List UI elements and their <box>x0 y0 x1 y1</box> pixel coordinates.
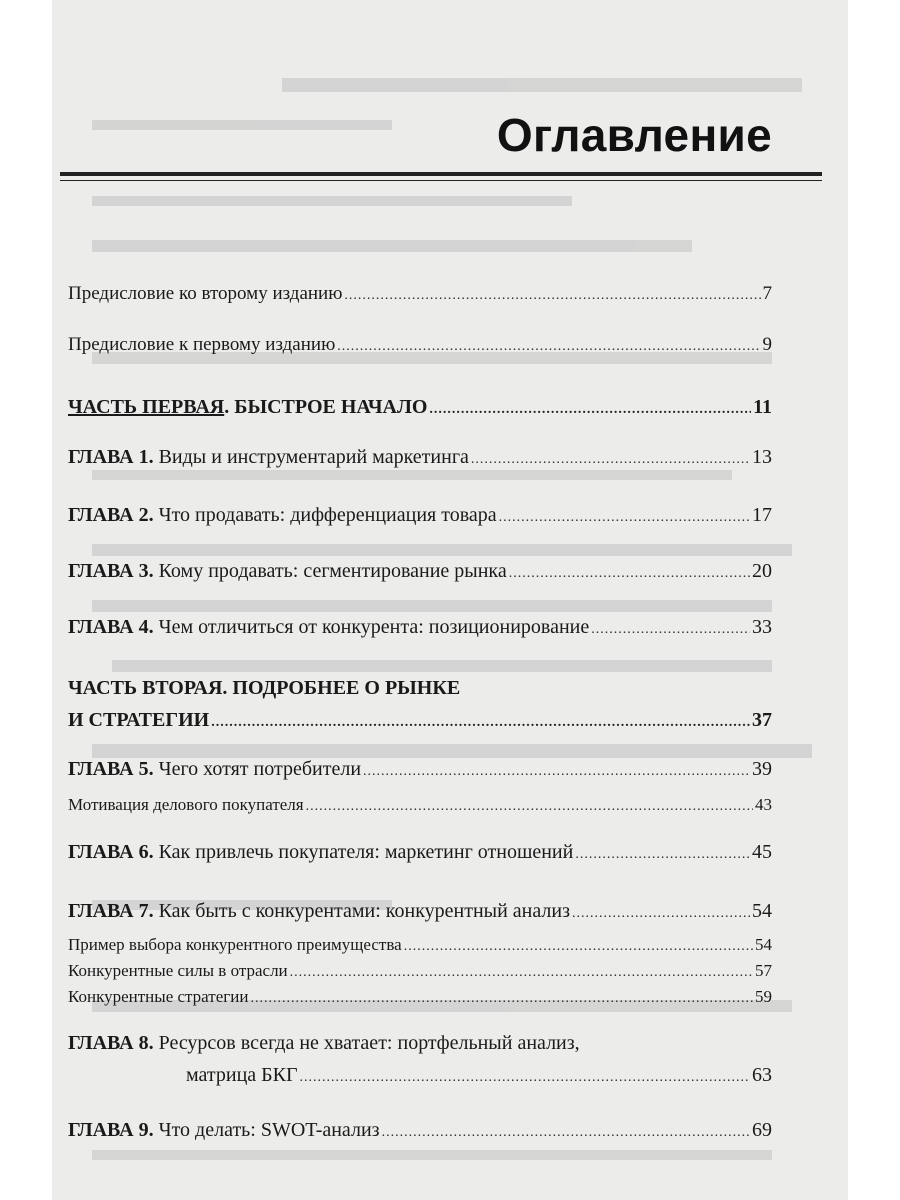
title-rule-thin <box>60 180 822 181</box>
part-label: ЧАСТЬ ВТОРАЯ <box>68 677 223 699</box>
page-number: 37 <box>752 709 772 731</box>
leader-dots <box>211 711 750 735</box>
chapter-label: ГЛАВА 7. <box>68 900 154 922</box>
entry-title: Пример выбора конкурентного преимущества <box>68 935 402 954</box>
toc-part-entry <box>68 395 772 422</box>
page-number: 9 <box>762 334 772 355</box>
leader-dots <box>429 398 751 422</box>
toc-subentry <box>68 959 772 985</box>
toc-chapter-entry <box>68 1118 772 1145</box>
chapter-label: ГЛАВА 2. <box>68 504 154 526</box>
page-number: 54 <box>755 935 772 954</box>
leader-dots <box>250 987 753 1011</box>
page-number: 69 <box>752 1119 772 1141</box>
leader-dots <box>306 795 753 819</box>
toc-chapter-entry <box>68 503 772 530</box>
page-number: 59 <box>755 987 772 1006</box>
page-number: 57 <box>755 961 772 980</box>
toc-part-entry-line1 <box>68 677 460 700</box>
leader-dots <box>499 506 750 530</box>
toc-part-entry-line2 <box>68 708 772 735</box>
entry-title: Как быть с конкурентами: конкурентный анализ <box>158 900 571 922</box>
toc-chapter-entry <box>68 840 772 867</box>
page-number: 54 <box>752 900 772 922</box>
entry-title-continued: матрица БКГ <box>186 1064 298 1086</box>
leader-dots <box>509 562 750 586</box>
entry-title: Как привлечь покупателя: маркетинг отношений <box>158 841 574 863</box>
entry-title: Конкурентные силы в отрасли <box>68 961 288 980</box>
entry-title: . ПОДРОБНЕЕ О РЫНКЕ <box>222 677 461 699</box>
entry-title: Предисловие к первому изданию <box>68 334 336 355</box>
page-number: 63 <box>752 1064 772 1086</box>
leader-dots <box>344 284 760 308</box>
leader-dots <box>575 843 750 867</box>
leader-dots <box>404 935 753 959</box>
chapter-label: ГЛАВА 8. <box>68 1032 154 1054</box>
page-number: 13 <box>752 446 772 468</box>
page-number: 11 <box>753 396 772 418</box>
entry-title: . БЫСТРОЕ НАЧАЛО <box>224 396 428 418</box>
chapter-label: ГЛАВА 5. <box>68 758 154 780</box>
chapter-label: ГЛАВА 1. <box>68 446 154 468</box>
leader-dots <box>591 618 750 642</box>
toc-subentry <box>68 933 772 959</box>
toc-chapter-entry <box>68 899 772 926</box>
leader-dots <box>290 961 753 985</box>
leader-dots <box>337 335 760 359</box>
toc-entry <box>68 282 772 308</box>
entry-title: Что продавать: дифференциация товара <box>158 504 497 526</box>
entry-title: Мотивация делового покупателя <box>68 795 304 814</box>
entry-title: Виды и инструментарий маркетинга <box>158 446 469 468</box>
entry-title: Ресурсов всегда не хватает: портфельный анализ, <box>158 1032 580 1054</box>
title-rule-thick <box>60 172 822 176</box>
toc-entry <box>68 333 772 359</box>
toc-chapter-entry <box>68 445 772 472</box>
entry-title: Кому продавать: сегментирование рынка <box>158 560 507 582</box>
toc-chapter-entry <box>68 559 772 586</box>
toc-chapter-entry-line1 <box>68 1032 580 1055</box>
page-number: 7 <box>762 283 772 304</box>
leader-dots <box>471 448 750 472</box>
chapter-label: ГЛАВА 9. <box>68 1119 154 1141</box>
page-number: 43 <box>755 795 772 814</box>
chapter-label: ГЛАВА 3. <box>68 560 154 582</box>
leader-dots <box>363 760 750 784</box>
part-label: ЧАСТЬ ПЕРВАЯ <box>68 396 225 418</box>
page-number: 39 <box>752 758 772 780</box>
entry-title: Чего хотят потребители <box>158 758 362 780</box>
leader-dots <box>300 1066 750 1090</box>
page-number: 17 <box>752 504 772 526</box>
entry-title-continued: И СТРАТЕГИИ <box>68 709 210 731</box>
toc-chapter-entry <box>68 615 772 642</box>
page-number: 20 <box>752 560 772 582</box>
page-number: 45 <box>752 841 772 863</box>
entry-title: Предисловие ко второму изданию <box>68 283 343 304</box>
chapter-label: ГЛАВА 6. <box>68 841 154 863</box>
chapter-label: ГЛАВА 4. <box>68 616 154 638</box>
entry-title: Что делать: SWOT-анализ <box>158 1119 380 1141</box>
toc-chapter-entry-line2 <box>186 1063 772 1090</box>
toc-subentry <box>68 793 772 819</box>
leader-dots <box>382 1121 750 1145</box>
book-page <box>52 0 848 1200</box>
page-number: 33 <box>752 616 772 638</box>
toc-chapter-entry <box>68 757 772 784</box>
page-title: Оглавление <box>496 109 772 161</box>
leader-dots <box>572 902 750 926</box>
toc-subentry <box>68 985 772 1011</box>
entry-title: Конкурентные стратегии <box>68 987 249 1006</box>
entry-title: Чем отличиться от конкурента: позиционирование <box>158 616 590 638</box>
